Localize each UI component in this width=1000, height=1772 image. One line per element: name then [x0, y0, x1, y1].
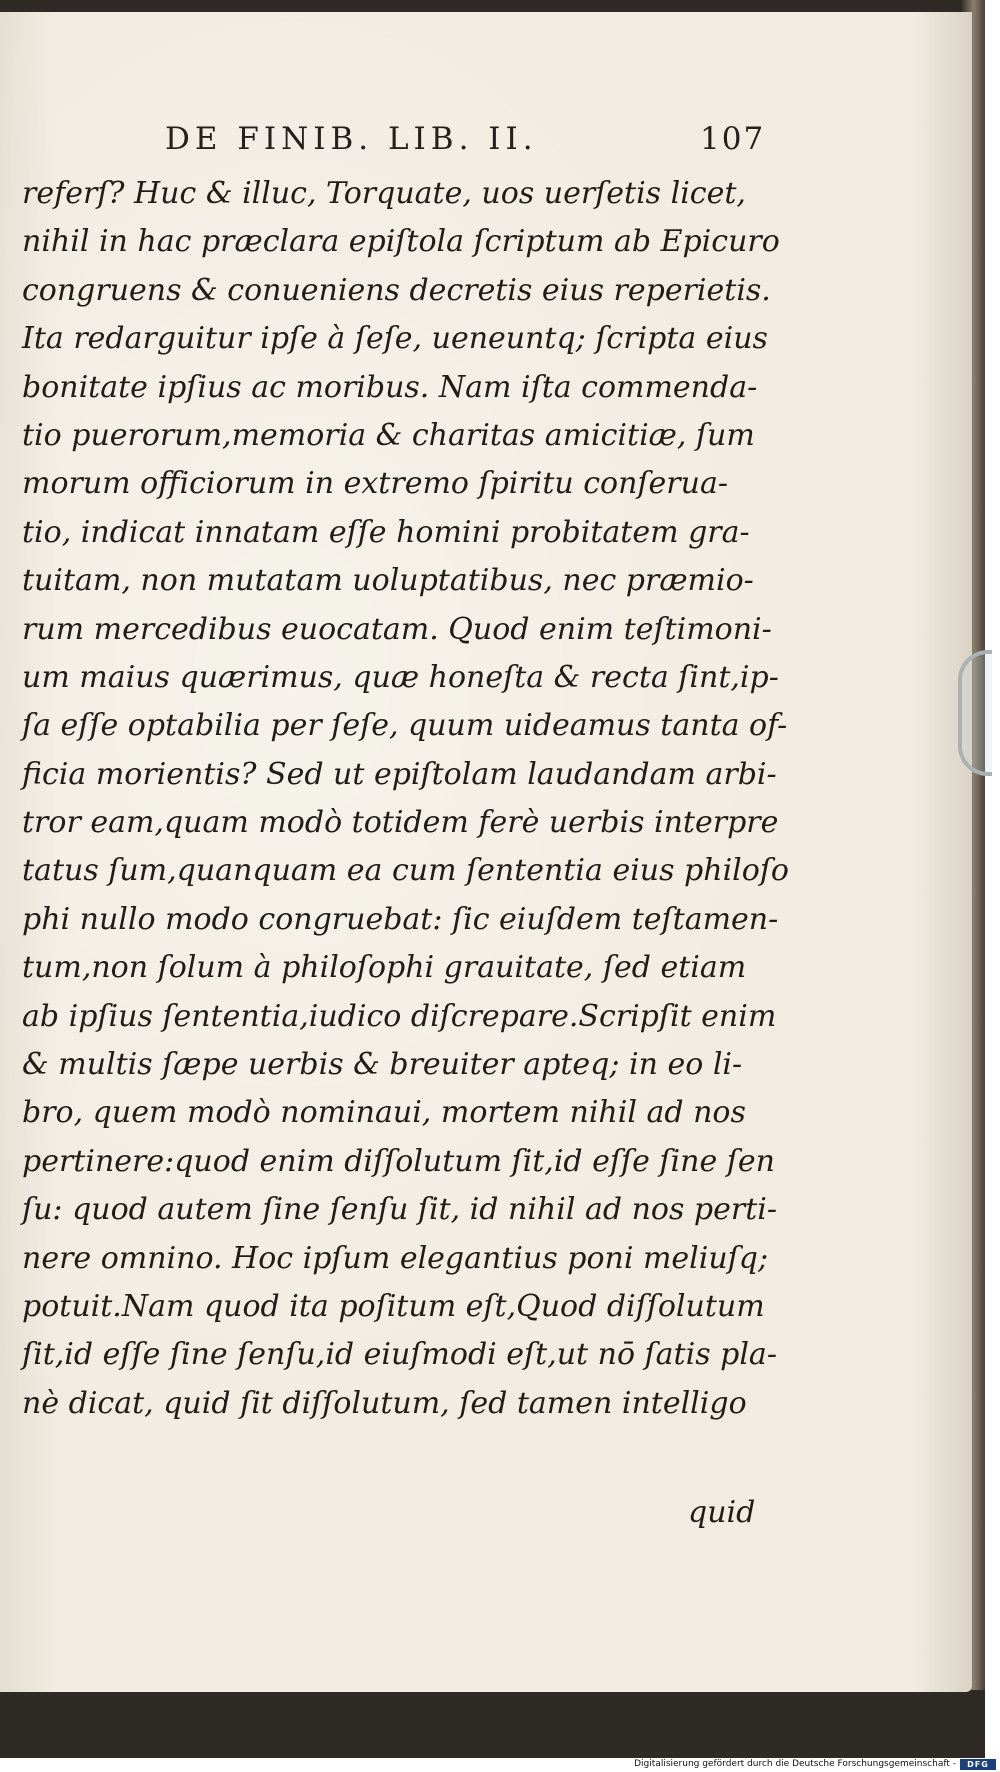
text-line: referſ? Huc & illuc, Torquate, uos uerſetis licet,	[22, 176, 746, 211]
text-line: potuit.Nam quod ita poſitum eſt,Quod diſſolutum	[22, 1288, 765, 1324]
bookmark-clip	[958, 650, 992, 776]
text-line: phi nullo modo congruebat: ſic eiuſdem teſtamen-	[22, 901, 779, 937]
text-line: bro, quem modò nominaui, mortem nihil ad nos	[22, 1095, 746, 1131]
text-line: tio puerorum,memoria & charitas amicitiæ, ſum	[22, 417, 755, 453]
page-header	[165, 121, 765, 165]
text-line: um maius quærimus, quæ honeſta & recta ſint,ip-	[22, 659, 779, 695]
body-text	[22, 170, 789, 1428]
text-line: nihil in hac præclara epiſtola ſcriptum ab Epicuro	[22, 224, 780, 260]
text-line: tuitam, non mutatam uoluptatibus, nec præmio-	[22, 563, 754, 599]
digitization-footer	[0, 1758, 1000, 1772]
catchword: quid	[688, 1495, 756, 1530]
text-line: & multis ſæpe uerbis & breuiter apteq; in eo li-	[22, 1047, 743, 1083]
text-line: tror eam,quam modò totidem ferè uerbis interpre	[22, 805, 779, 841]
text-line: congruens & conueniens decretis eius reperietis.	[22, 272, 771, 308]
text-line: ficia morientis? Sed ut epiſtolam laudandam arbi-	[22, 756, 777, 792]
funding-credit: Digitalisierung gefördert durch die Deutsche Forschungsgemeinschaft -	[634, 1759, 956, 1769]
text-line: ſu: quod autem ſine ſenſu ſit, id nihil ad nos perti-	[22, 1192, 777, 1228]
dfg-logo: DFG	[960, 1759, 996, 1770]
text-line: bonitate ipſius ac moribus. Nam iſta commenda-	[22, 369, 758, 405]
text-line: morum officiorum in extremo ſpiritu conſerua-	[22, 466, 728, 502]
text-line: nè dicat, quid ſit diſſolutum, ſed tamen intelligo	[22, 1385, 747, 1421]
text-line: rum mercedibus euocatam. Quod enim teſtimoni-	[22, 611, 772, 647]
text-line: tio, indicat innatam eſſe homini probitatem gra-	[22, 514, 750, 550]
running-title: DE FINIB. LIB. II.	[165, 121, 538, 157]
text-line: ab ipſius ſententia,iudico diſcrepare.Scripſit enim	[22, 998, 777, 1034]
text-line: Ita redarguitur ipſe à ſeſe, ueneuntq; ſcripta eius	[22, 321, 768, 357]
text-line: ſit,id eſſe ſine ſenſu,id eiuſmodi eſt,ut nō ſatis pla-	[22, 1337, 777, 1373]
text-line: tatus ſum,quanquam ea cum ſententia eius philoſo	[22, 853, 789, 889]
text-line: tum,non ſolum à philoſophi grauitate, ſed etiam	[22, 950, 747, 986]
page-number: 107	[700, 121, 766, 157]
text-line: nere omnino. Hoc ipſum elegantius poni meliuſq;	[22, 1240, 769, 1276]
text-line: ſa eſſe optabilia per ſeſe, quum uideamus tanta of-	[22, 708, 788, 744]
text-line: pertinere:quod enim diſſolutum ſit,id eſſe ſine ſen	[22, 1143, 775, 1179]
